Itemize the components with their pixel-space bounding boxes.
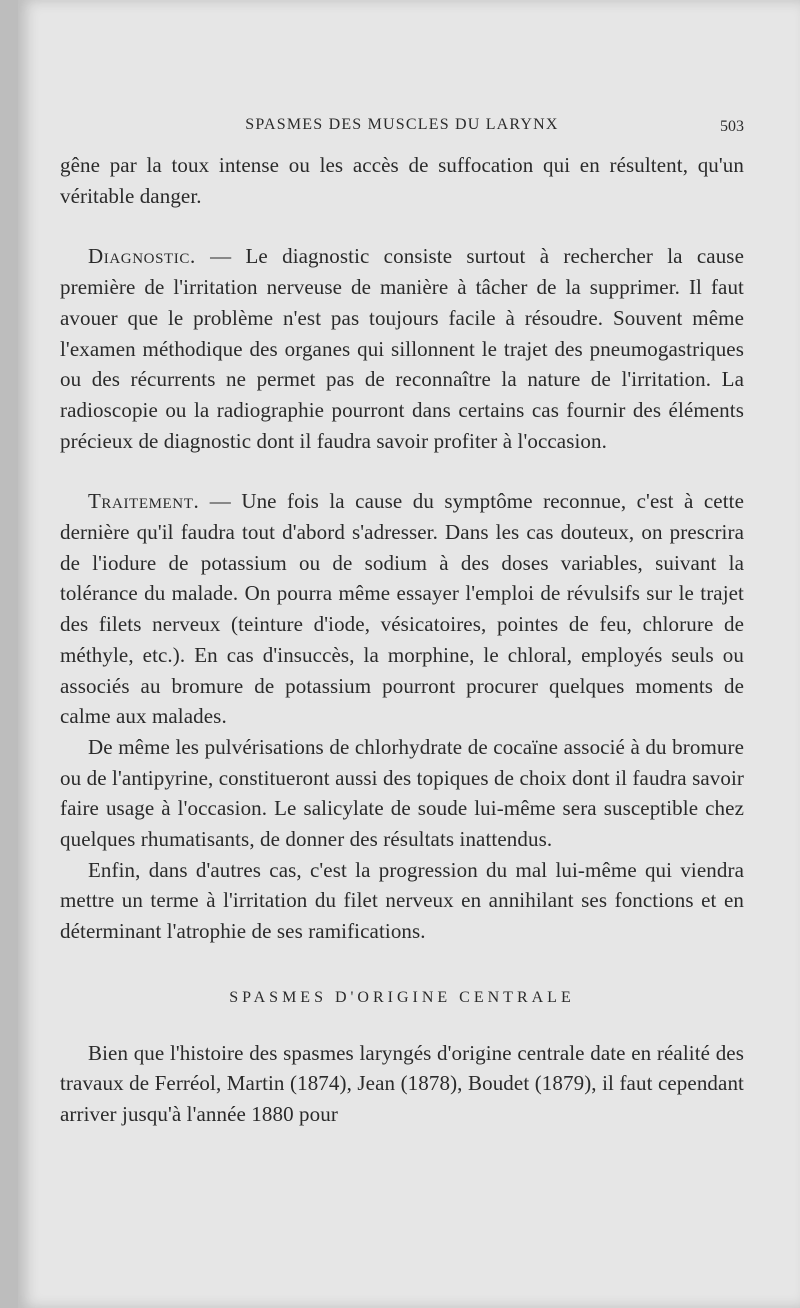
paragraph-origine-centrale: Bien que l'histoire des spasmes laryngés d'origine centrale date en réalité des travaux de Ferréol, Martin (1874), Jean (1878), Boudet (1879), il faut cependant arriver jusqu'à l'année 1880 pour (60, 1040, 744, 1126)
traitement-label: Traitement. (88, 489, 200, 514)
running-title: SPASMES DES MUSCLES DU LARYNX (245, 116, 559, 133)
page-header (60, 116, 744, 140)
paragraph-continued: gêne par la toux intense ou les accès de suffocation qui en résultent, qu'un véritable danger. (60, 153, 744, 208)
paragraph-enfin: Enfin, dans d'autres cas, c'est la progression du mal lui-même qui viendra mettre un terme à l'irritation du filet nerveux en annihilant ses fonctions et en déterminant l'atrophie de ses ramifications. (60, 857, 744, 944)
paragraph-pulverisations: De même les pulvérisations de chlorhydrate de cocaïne associé à du bromure ou de l'antipyrine, constitueront aussi des topiques de choix dont il faudra savoir faire usage à l'occasion. Le salicylate de soude lui-même sera susceptible chez quelques rhumatisants, de donner des résultats inattendus. (60, 734, 744, 852)
paragraph-traitement (60, 486, 744, 732)
traitement-text: — Une fois la cause du symptôme reconnue, c'est à cette dernière qu'il faudra tout d'abord s'adresser. Dans les cas douteux, on prescrira de l'iodure de potassium ou de sodium à des doses variables, suivant la tolérance du malade. On pourra même essayer l'emploi de révulsifs sur le trajet des filets nerveux (teinture d'iode, vésicatoires, pointes de feu, chlorure de méthyle, etc.). En cas d'insuccès, la morphine, le chloral, employés seuls ou associés au bromure de potassium pourront procurer quelques moments de calme aux malades. (60, 489, 744, 729)
book-page (18, 0, 800, 1308)
page-number: 503 (720, 118, 744, 135)
diagnostic-text: — Le diagnostic consiste surtout à rechercher la cause première de l'irritation nerveuse de manière à tâcher de la supprimer. Il faut avouer que le problème n'est pas toujours facile à résoudre. Souvent même l'examen méthodique des organes qui sillonnent le trajet des pneumogastriques ou des récurrents ne permet pas de reconnaître la nature de l'irritation. La radioscopie ou la radiographie pourront dans certains cas fournir des éléments précieux de diagnostic dont il faudra savoir profiter à l'occasion. (60, 244, 744, 453)
diagnostic-label: Diagnostic. (88, 244, 196, 269)
section-heading: SPASMES D'ORIGINE CENTRALE (229, 988, 575, 1006)
paragraph-diagnostic (60, 241, 744, 456)
body-text (60, 150, 744, 1130)
